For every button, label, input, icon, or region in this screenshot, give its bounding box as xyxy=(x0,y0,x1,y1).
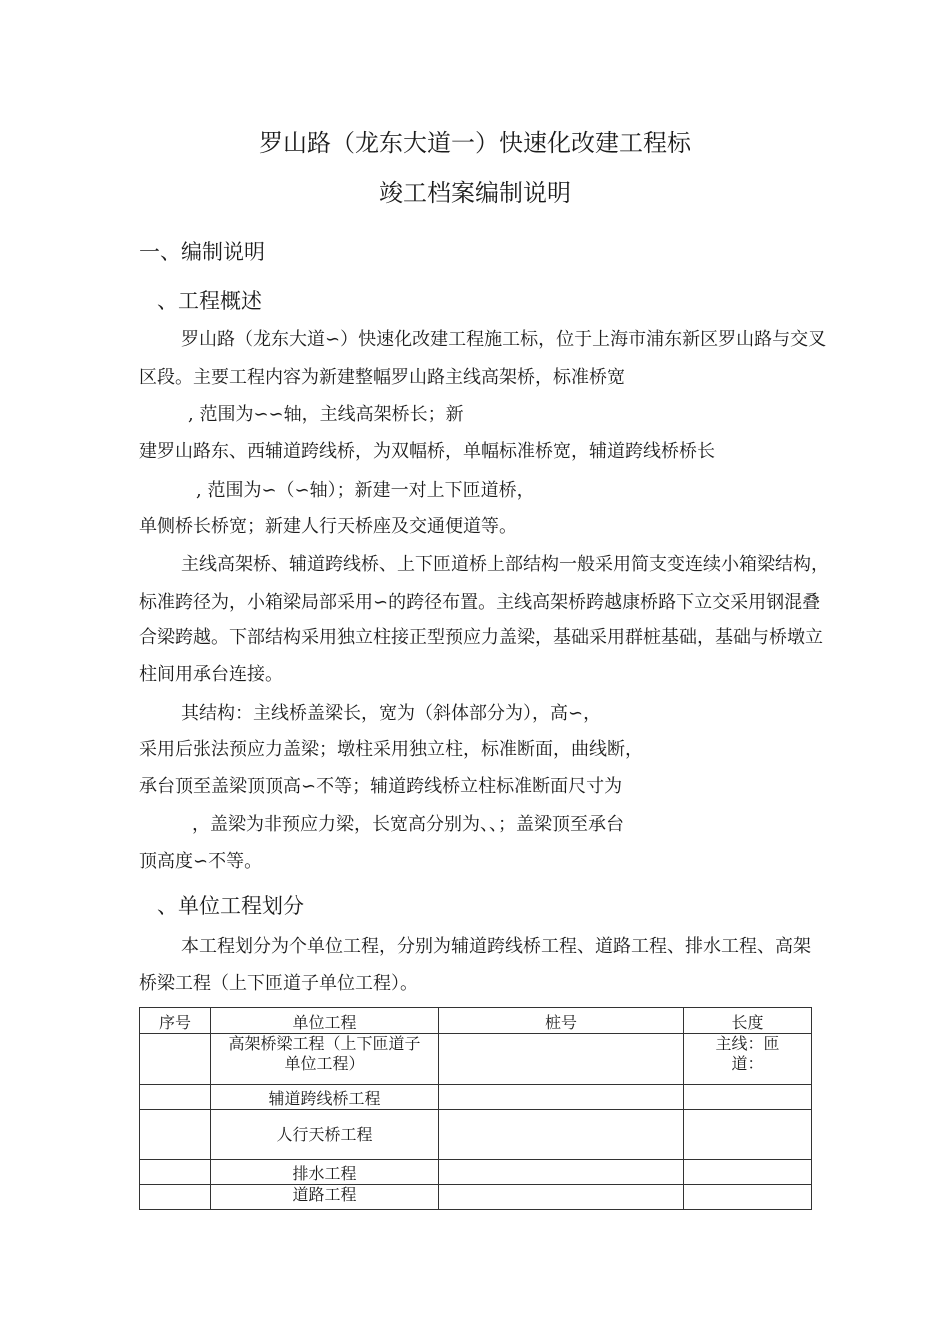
overview-line: 建罗山路东、西辅道跨线桥，为双幅桥，单幅标准桥宽，辅道跨线桥桥长 xyxy=(139,441,715,462)
unit-line: 高架桥梁工程（上下匝道子 xyxy=(228,1034,421,1053)
table-cell-no xyxy=(140,1110,211,1160)
table-cell-length xyxy=(684,1160,812,1185)
table-header-cell: 序号 xyxy=(140,1008,211,1034)
table-row xyxy=(140,1110,812,1160)
section-heading-1-1: 、工程概述 xyxy=(157,289,262,313)
table-row xyxy=(140,1185,812,1210)
overview-line: 区段。主要工程内容为新建整幅罗山路主线高架桥，标准桥宽 xyxy=(139,367,625,388)
structure-line: 标准跨径为，小箱梁局部采用∽的跨径布置。主线高架桥跨越康桥路下立交采用钢混叠 xyxy=(139,592,821,613)
table-cell-unit xyxy=(211,1034,439,1085)
table-cell-no xyxy=(140,1185,211,1210)
division-line: 本工程划分为个单位工程，分别为辅道跨线桥工程、道路工程、排水工程、高架 xyxy=(181,936,811,957)
structure-line: 合梁跨越。下部结构采用独立柱接正型预应力盖梁，基础采用群桩基础，基础与桥墩立 xyxy=(139,627,823,648)
details-line: 采用后张法预应力盖梁；墩柱采用独立柱，标准断面，曲线断， xyxy=(139,739,643,760)
length-line: 道： xyxy=(731,1054,764,1073)
length-line: 主线：匝 xyxy=(715,1034,780,1053)
table-cell-no xyxy=(140,1085,211,1110)
details-line: 其结构：主线桥盖梁长，宽为（斜体部分为），高∽， xyxy=(181,703,602,724)
overview-line: 单侧桥长桥宽；新建人行天桥座及交通便道等。 xyxy=(139,516,517,537)
table-cell-unit: 排水工程 xyxy=(211,1160,439,1185)
table-row xyxy=(140,1034,812,1085)
table-cell-pile xyxy=(439,1085,684,1110)
table-cell-unit: 辅道跨线桥工程 xyxy=(211,1085,439,1110)
table-cell-unit: 人行天桥工程 xyxy=(211,1110,439,1160)
structure-line: 主线高架桥、辅道跨线桥、上下匝道桥上部结构一般采用简支变连续小箱梁结构， xyxy=(181,554,829,575)
table-header-cell: 单位工程 xyxy=(211,1008,439,1034)
details-line: ，盖梁为非预应力梁，长宽高分别为、、；盖梁顶至承台 xyxy=(192,814,624,835)
overview-line: 罗山路（龙东大道∽）快速化改建工程施工标，位于上海市浦东新区罗山路与交叉 xyxy=(181,329,827,350)
table-cell-pile xyxy=(439,1160,684,1185)
document-title: 罗山路（龙东大道一）快速化改建工程标 xyxy=(259,129,691,157)
overview-line: , 范围为∽（∽轴）；新建一对上下匝道桥， xyxy=(196,480,535,501)
overview-line: , 范围为∽∽轴，主线高架桥长；新 xyxy=(188,404,464,425)
table-cell-pile xyxy=(439,1110,684,1160)
table-cell-pile xyxy=(439,1185,684,1210)
section-heading-1: 一、编制说明 xyxy=(139,240,265,264)
table-header-cell: 长度 xyxy=(684,1008,812,1034)
table-row xyxy=(140,1085,812,1110)
division-line: 桥梁工程（上下匝道子单位工程）。 xyxy=(139,973,418,994)
table-cell-length xyxy=(684,1085,812,1110)
details-line: 承台顶至盖梁顶顶高∽不等；辅道跨线桥立柱标准断面尺寸为 xyxy=(139,776,623,797)
table-header-cell: 桩号 xyxy=(439,1008,684,1034)
table-cell-no xyxy=(140,1160,211,1185)
table-header-row xyxy=(140,1008,812,1034)
unit-line: 单位工程） xyxy=(284,1054,365,1073)
structure-line: 柱间用承台连接。 xyxy=(139,664,283,685)
table-row xyxy=(140,1160,812,1185)
details-line: 顶高度∽不等。 xyxy=(139,851,263,872)
unit-table xyxy=(139,1007,812,1210)
table-cell-unit: 道路工程 xyxy=(211,1185,439,1210)
section-heading-1-2: 、单位工程划分 xyxy=(157,894,304,918)
table-cell-no xyxy=(140,1034,211,1085)
table-cell-length xyxy=(684,1034,812,1085)
table-cell-pile xyxy=(439,1034,684,1085)
document-subtitle: 竣工档案编制说明 xyxy=(379,179,571,207)
table-cell-length xyxy=(684,1110,812,1160)
table-cell-length xyxy=(684,1185,812,1210)
